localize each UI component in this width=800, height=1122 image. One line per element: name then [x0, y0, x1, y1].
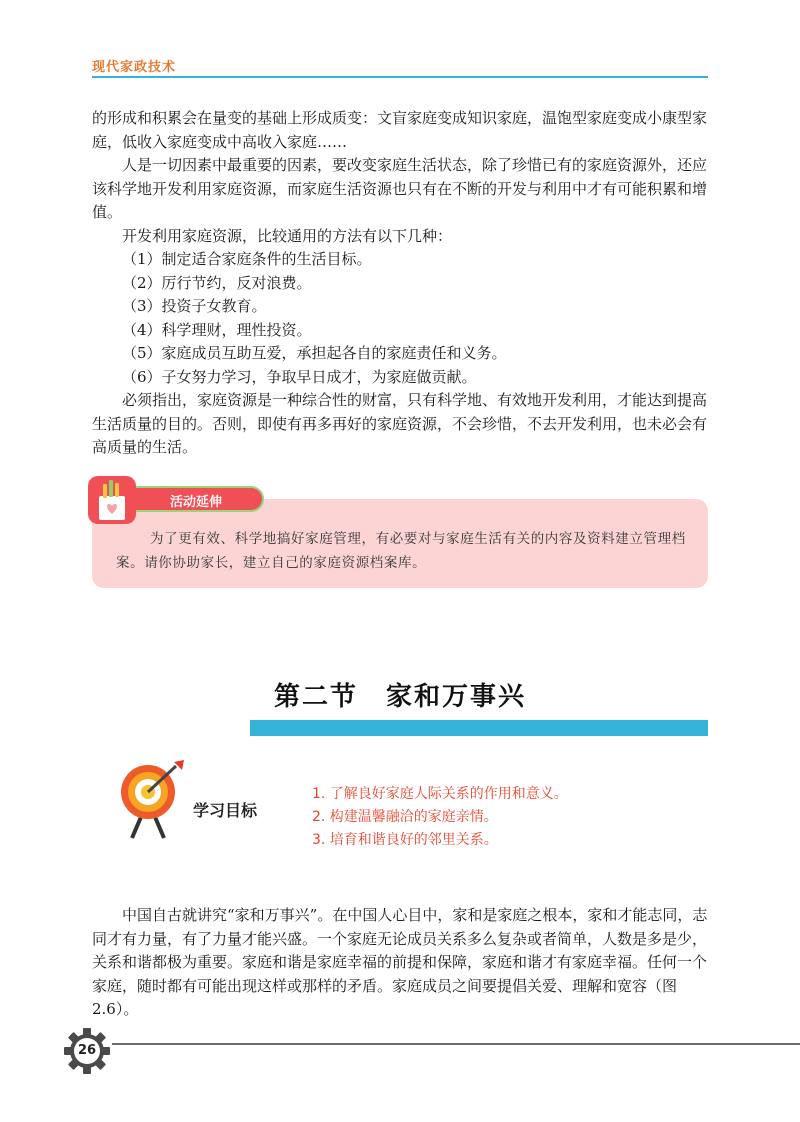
section-title: 第二节 家和万事兴 [273, 682, 526, 712]
learning-goals-label: 学习目标 [193, 801, 258, 820]
method-item: （2）厉行节约，反对浪费。 [122, 273, 312, 292]
activity-text: 为了更有效、科学地搞好家庭管理，有必要对与家庭生活有关的内容及资料建立管理档案。请你协助家长，建立自己的家庭资源档案库。 [116, 531, 686, 571]
paragraph-family-harmony: 中国自古就讲究“家和万事兴”。在中国人心目中，家和是家庭之根本，家和才能志同，志同才有力量，有了力量才能兴盛。一个家庭无论成员关系多么复杂或者简单，人数是多是少，关系和谐都极为重要。家庭和谐是家庭幸福的前提和保障，家庭和谐才有家庭幸福。任何一个家庭，随时都有可能出现这样或那样的矛盾。家庭成员之间要提倡关爱、理解和宽容（图2.6）。 [92, 906, 708, 1018]
paragraph-people: 人是一切因素中最重要的因素，要改变家庭生活状态，除了珍惜已有的家庭资源外，还应该科学地开发利用家庭资源，而家庭生活资源也只有在不断的开发与利用中才有可能积累和增值。 [92, 156, 708, 221]
learning-goal-item: 2. 构建温馨融洽的家庭亲情。 [312, 809, 498, 825]
learning-goals-list [312, 783, 568, 852]
method-item: （5）家庭成员互助互爱，承担起各自的家庭责任和义务。 [122, 344, 507, 362]
learning-goal-item: 1. 了解良好家庭人际关系的作用和意义。 [312, 786, 568, 802]
method-item: （1）制定适合家庭条件的生活目标。 [122, 250, 372, 268]
paragraph-continuation: 的形成和积累会在量变的基础上形成质变：文盲家庭变成知识家庭，温饱型家庭变成小康型家庭，低收入家庭变成中高收入家庭…… [92, 109, 708, 151]
method-item: （4）科学理财，理性投资。 [122, 320, 312, 339]
body-bottom [92, 904, 708, 1022]
title-bar [250, 720, 708, 736]
footer-rule [112, 1043, 800, 1045]
header-rule [92, 76, 708, 78]
page-number: 26 [77, 1043, 97, 1058]
paragraph-conclusion: 必须指出，家庭资源是一种综合性的财富，只有科学地、有效地开发利用，才能达到提高生活质量的目的。否则，即使有再多再好的家庭资源，不会珍惜，不去开发利用，也未必会有高质量的生活。 [92, 391, 708, 456]
paragraph-methods-intro: 开发利用家庭资源，比较通用的方法有以下几种： [122, 226, 453, 245]
learning-goal-item: 3. 培育和谐良好的邻里关系。 [312, 832, 498, 848]
shopping-bag-icon [86, 474, 138, 526]
target-arrow-icon [118, 758, 194, 840]
running-header: 现代家政技术 [92, 60, 177, 75]
method-item: （6）子女努力学习，争取早日成才，为家庭做贡献。 [122, 367, 477, 386]
activity-label: 活动延伸 [170, 495, 223, 510]
activity-box [92, 499, 708, 588]
body-top [92, 107, 708, 460]
method-item: （3）投资子女教育。 [122, 297, 267, 315]
